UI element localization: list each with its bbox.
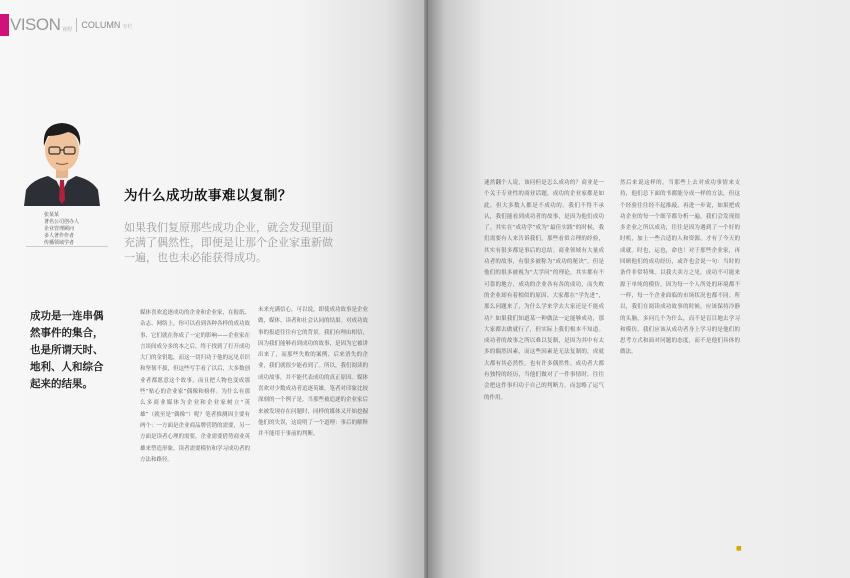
- author-bio: [44, 212, 79, 247]
- article-lead: 如果我们复原那些成功企业，就会发现里面充满了偶然性，即便是让那个企业家重新做一遍，也也未必能获得成功。: [124, 221, 333, 264]
- column-name-cn: 专栏: [122, 24, 133, 30]
- author-bio-line: 著名公司创办人: [44, 219, 80, 225]
- column-name: COLUMN: [81, 20, 121, 30]
- section-header: [0, 14, 132, 36]
- body-column-3: 速然翻个人说，该问但是怎么成功的？商业是一个关于专业性的商业话题，成功的企业家都是如此，但大多数人都是不成功的。我们不得不承认，我们能看到成功者的故事，是因为他们成功了。其实在“成功学”成为“最佳实践”的时候，我们需要有人来告诉我们，那些看似合理的经验，其实有很多都是事后的总结。商业领域有大量成功者的故事，有很多被称为“成功的秘诀”，但是他们的很多被视为“大学问”的理论，其实都有不可靠的地方，成功的企业各有各的成功，而失败的企业却有着相似的原因。大家都在“学先进”，那么问题来了，为什么学来学去大家还是不能成功？如果我们知道某一种做法一定能够成功，那大家都去做就行了，但实际上我们根本不知道。成功者的故事之所以难以复制，是因为其中有太多的偶然因素，而这些因素是无法复制的，成就大都有其必然性，也有许多偶然性。成功者大都有独特的经历，当他们做对了一件事情时，往往会把这件事归功于自己的判断力，而忽略了运气的作用。: [484, 180, 604, 401]
- body-column-2: 未来充满信心，可以说，即使成功故事是企业做，媒体、读者和社会认同的结果。对成功故事的报道往往有它的背景。我们有理由相信，因为我们能够看到成功的故事，是因为它被讲出来了，而那些失败的案例、后来消失的企业，我们就很少能看到了。所以，我们阅读的成功故事，并不能代表成功的真正原因。媒体喜欢对少数成功者追逐英雄，笔者对印象比较深刻的一个例子是，当那些被追逐的企业家后来被发现存在问题时，同样的媒体又开始挖掘他们的失误，这说明了一个道理：事后的解释并不能用于事前的判断。: [258, 307, 368, 438]
- header-divider: [76, 18, 77, 32]
- sidebar-divider: [26, 246, 108, 247]
- section-color-bar: [0, 14, 9, 36]
- section-name: VISON: [10, 15, 61, 34]
- author-bio-line: 张某某: [44, 212, 60, 218]
- section-name-cn: 视野: [62, 26, 73, 33]
- author-bio-line: 传播领域学者: [44, 240, 75, 246]
- right-page: [428, 0, 850, 578]
- body-column-1: 媒体喜欢追逐成功的企业和企业家，在报纸、杂志、网络上，你可以看到各种各样的成功故事，它们就在你成了一定的影响——企业家在言谈间成分多的本之后，终于找到了打开成功大门的金钥匙，而这一切归功于他的远见卓识和坚韧不拔，但这些写手看了以后，大多数创业者都愿意这个故事，而且把人物也变成那些“贴心的企业家”偶像和榜样。为什么有那么多商业媒体为企业和企业家树立“英雄”（就至是“偶像”）呢？笔者推测因主要有两个：一方面是企业商品牌营销的需要，另一方面是读者心理的需要。企业需要借势商业英雄来塑造形象，读者需要模仿和学习成功者的方法和路径。: [140, 310, 250, 463]
- body-column-4: 然后来说这样的，当那些上去对成功事情来支持，他们总下面的书都能分成一样的方法，但这个经验往往经不起推敲。再进一步说，如果把成功企业的每一个细节都分析一遍，我们会发现很多企业之所以成功，往往是因为遇到了一个好的时机，加上一些合适的人和资源，才有了今天的成就。时也，运也，命也！对于那些企业家，再回顾他们的成功经历，或许也会说一句：当时的条件非常特殊。以我大卖方之见，成功不可能来源于单纯的模仿，因为每一个人所处的环境都不一样，每一个企业面临的市场状况也都不同。所以，我们在阅读成功故事的时候，应该保持冷静的头脑，多问几个为什么，而不是盲目地去学习和模仿。我们应该从成功者身上学习的是他们的思考方式和面对问题的态度，而不是他们具体的做法。: [620, 180, 740, 356]
- author-bio-line: 企业管理顾问: [44, 226, 75, 232]
- author-bio-line: 多人著作作者: [44, 233, 75, 239]
- pull-quote: 成功是一连串偶然事件的集合，也是所谓天时、地利、人和综合起来的结果。: [30, 310, 104, 390]
- article-end-mark: ■: [736, 545, 742, 552]
- article-title: 为什么成功故事难以复制？: [124, 188, 292, 204]
- author-portrait: [22, 110, 102, 206]
